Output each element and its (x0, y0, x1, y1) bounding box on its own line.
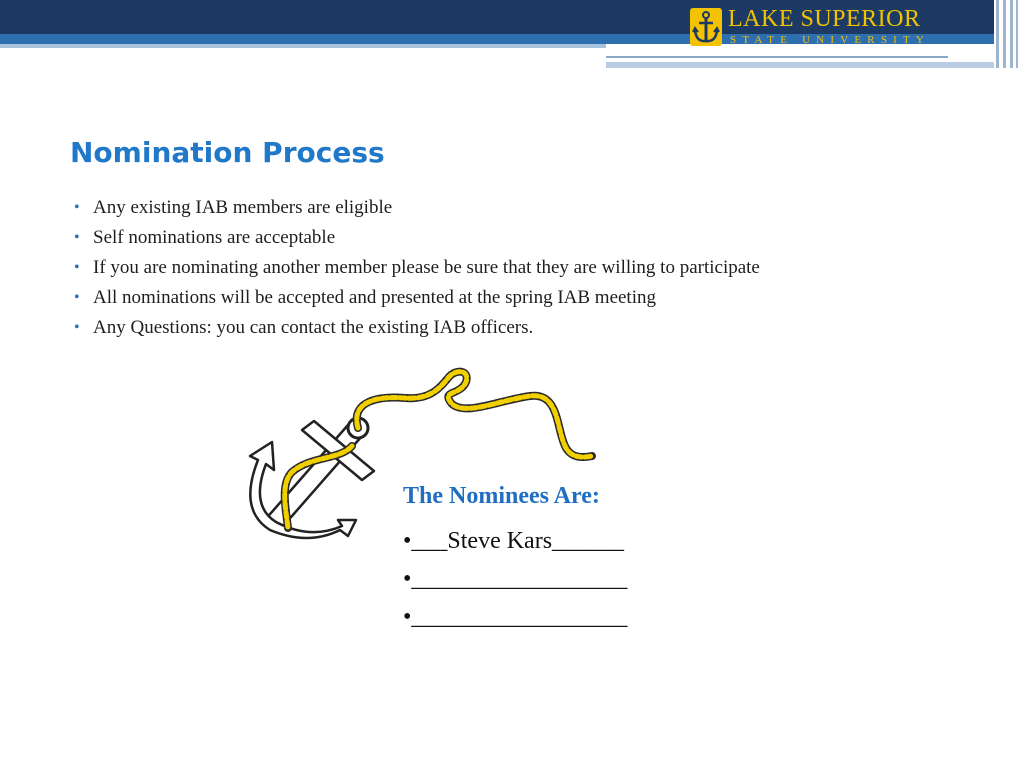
bullet-item: • Self nominations are acceptable (74, 223, 760, 253)
nominee-line: •__________________ (403, 604, 628, 630)
bullet-item: • Any existing IAB members are eligible (74, 193, 760, 223)
slide-title: Nomination Process (70, 136, 385, 169)
nominees-title: The Nominees Are: (403, 483, 600, 509)
bullet-item: • If you are nominating another member please be sure that they are willing to participate (74, 253, 760, 283)
nominee-line: •___Steve Kars______ (403, 528, 625, 554)
header-accent-stripe (606, 62, 996, 68)
bullet-item: • All nominations will be accepted and presented at the spring IAB meeting (74, 283, 760, 313)
bullet-item: • Any Questions: you can contact the existing IAB officers. (74, 313, 760, 343)
university-logo (690, 8, 950, 48)
nominee-line: •__________________ (403, 566, 628, 592)
nominees-section (403, 483, 627, 636)
logo-name: LAKE SUPERIOR (728, 6, 921, 32)
header-vertical-bars (994, 0, 1024, 68)
bullet-list (74, 193, 760, 343)
header-thin-stripe (606, 56, 948, 58)
header-light-stripe (0, 44, 606, 48)
logo-subtitle: STATE UNIVERSITY (730, 34, 931, 46)
anchor-logo-icon (690, 8, 722, 46)
